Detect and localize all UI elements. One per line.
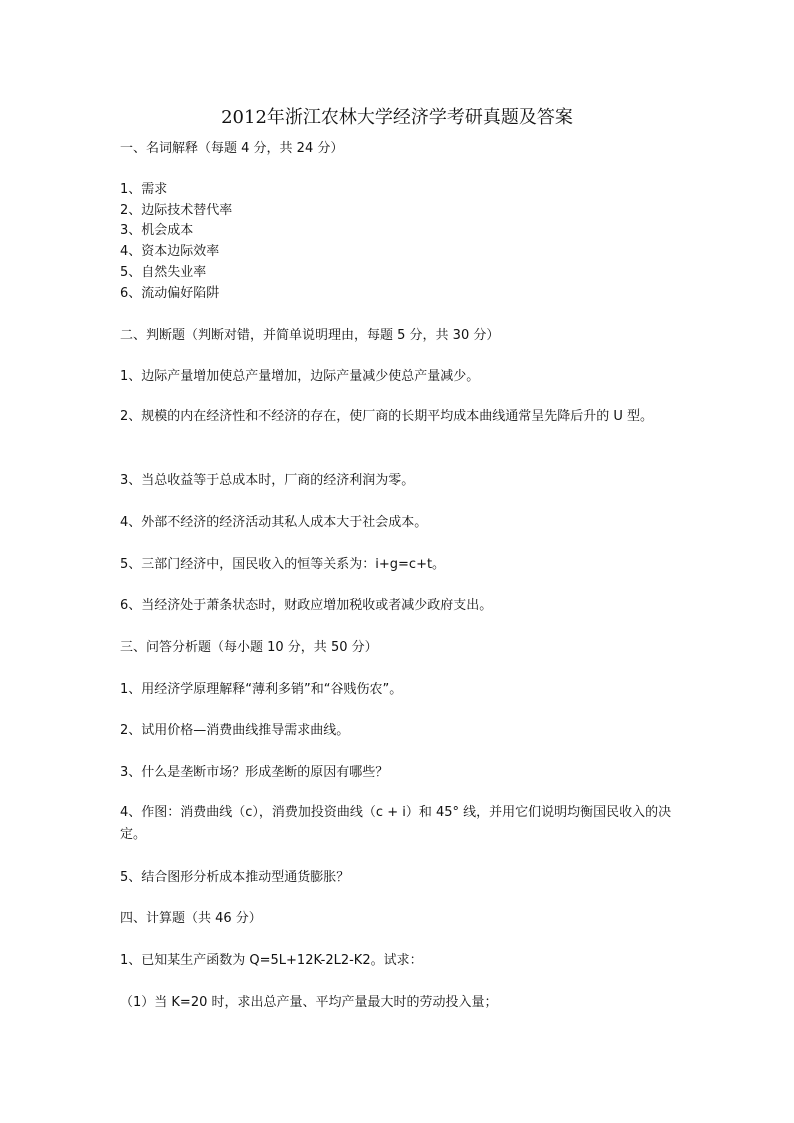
section-3-item: 4、作图：消费曲线（c），消费加投资曲线（c + i）和 45° 线，并用它们说明均衡国民收入的决定。	[120, 805, 672, 842]
section-2-item: 6、当经济处于萧条状态时，财政应增加税收或者减少政府支出。	[120, 598, 493, 613]
section-4-item: （1）当 K=20 时，求出总产量、平均产量最大时的劳动投入量；	[120, 995, 498, 1010]
section-2-item: 1、边际产量增加使总产量增加，边际产量减少使总产量减少。	[120, 369, 480, 384]
section-1-item: 6、流动偏好陷阱	[120, 286, 220, 301]
document-title: 2012年浙江农林大学经济学考研真题及答案	[221, 107, 573, 128]
section-3-item: 2、试用价格—消费曲线推导需求曲线。	[120, 723, 350, 738]
section-2-heading: 二、判断题（判断对错，并简单说明理由，每题 5 分，共 30 分）	[120, 328, 500, 343]
section-1-item: 1、需求	[120, 182, 168, 197]
section-4-heading: 四、计算题（共 46 分）	[120, 911, 262, 926]
section-4-item: 1、已知某生产函数为 Q=5L+12K-2L2-K2。试求：	[120, 953, 423, 968]
section-3-item: 1、用经济学原理解释“薄利多销”和“谷贱伤农”。	[120, 682, 403, 697]
section-1-item: 3、机会成本	[120, 223, 194, 238]
section-2-item: 2、规模的内在经济性和不经济的存在，使厂商的长期平均成本曲线通常呈先降后升的 U 型。	[120, 409, 654, 424]
section-1-item: 2、边际技术替代率	[120, 203, 233, 218]
section-3-item: 3、什么是垄断市场？形成垄断的原因有哪些？	[120, 765, 389, 780]
section-1-item: 4、资本边际效率	[120, 244, 220, 259]
section-2-item: 3、当总收益等于总成本时，厂商的经济利润为零。	[120, 473, 415, 488]
section-2-item: 4、外部不经济的经济活动其私人成本大于社会成本。	[120, 515, 428, 530]
section-3-item: 5、结合图形分析成本推动型通货膨胀？	[120, 870, 350, 885]
section-1-heading: 一、名词解释（每题 4 分，共 24 分）	[120, 141, 344, 156]
section-2-item: 5、三部门经济中，国民收入的恒等关系为：i+g=c+t。	[120, 557, 446, 572]
section-1-item: 5、自然失业率	[120, 265, 207, 280]
section-3-heading: 三、问答分析题（每小题 10 分，共 50 分）	[120, 640, 378, 655]
